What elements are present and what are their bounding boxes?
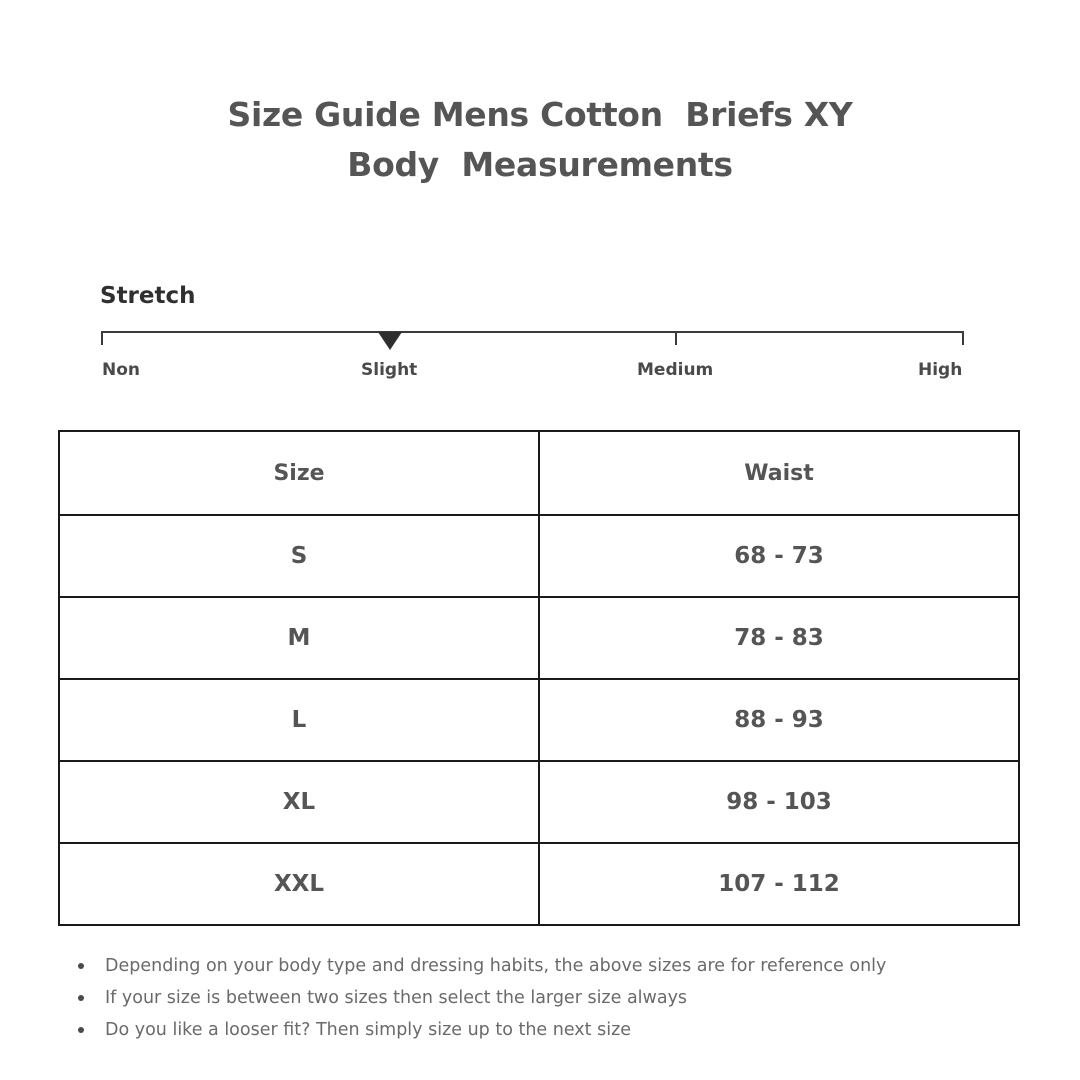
- stretch-level-slight: Slight: [361, 360, 418, 380]
- waist-cell: 107 - 112: [539, 843, 1019, 925]
- list-item: [76, 982, 886, 1014]
- size-table: [58, 430, 1020, 926]
- size-cell: XXL: [59, 843, 539, 925]
- table-row: [59, 679, 1019, 761]
- title-line-2: Body Measurements: [347, 145, 733, 184]
- table-row: [59, 843, 1019, 925]
- stretch-level-medium: Medium: [637, 360, 714, 380]
- stretch-selected-marker-icon: [378, 332, 402, 350]
- title-line-1: Size Guide Mens Cotton Briefs XY: [227, 95, 853, 134]
- stretch-level-high: High: [918, 360, 963, 380]
- stretch-label: Stretch: [100, 283, 196, 309]
- list-item: [76, 950, 886, 982]
- note-text: If your size is between two sizes then select the larger size always: [105, 988, 688, 1008]
- table-row: [59, 515, 1019, 597]
- page-title: [0, 90, 1080, 190]
- table-row: [59, 761, 1019, 843]
- header-size: Size: [59, 431, 539, 515]
- table-row: [59, 597, 1019, 679]
- stretch-scale: [101, 331, 964, 347]
- table-header-row: [59, 431, 1019, 515]
- stretch-tick-non: [101, 331, 103, 345]
- stretch-scale-line: [101, 331, 964, 333]
- note-text: Depending on your body type and dressing habits, the above sizes are for reference only: [105, 956, 887, 976]
- stretch-tick-high: [962, 331, 964, 345]
- bullet-icon: [78, 1027, 84, 1033]
- stretch-tick-medium: [675, 331, 677, 345]
- size-cell: XL: [59, 761, 539, 843]
- header-waist: Waist: [539, 431, 1019, 515]
- waist-cell: 98 - 103: [539, 761, 1019, 843]
- size-cell: S: [59, 515, 539, 597]
- notes-list: [76, 950, 886, 1046]
- waist-cell: 78 - 83: [539, 597, 1019, 679]
- size-cell: M: [59, 597, 539, 679]
- waist-cell: 88 - 93: [539, 679, 1019, 761]
- list-item: [76, 1014, 886, 1046]
- waist-cell: 68 - 73: [539, 515, 1019, 597]
- note-text: Do you like a looser fit? Then simply size up to the next size: [105, 1020, 632, 1040]
- bullet-icon: [78, 995, 84, 1001]
- size-cell: L: [59, 679, 539, 761]
- bullet-icon: [78, 963, 84, 969]
- stretch-level-non: Non: [102, 360, 141, 380]
